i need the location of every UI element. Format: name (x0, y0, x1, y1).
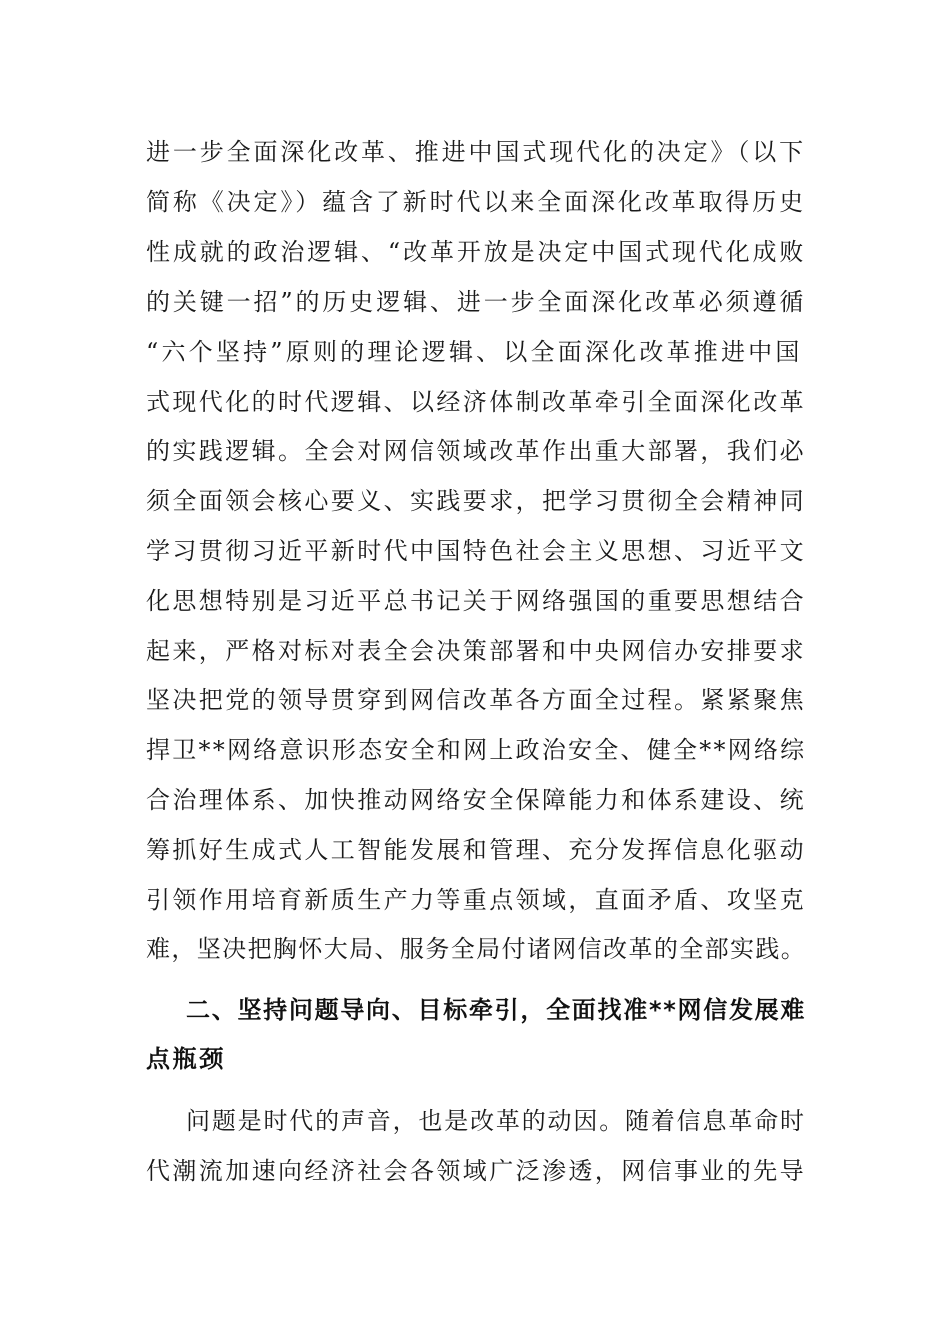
body-text-line: 引领作用培育新质生产力等重点领域，直面矛盾、攻坚克 (146, 886, 806, 914)
body-text-line: 须全面领会核心要义、实践要求，把学习贯彻全会精神同 (146, 487, 806, 515)
body-text-line: 式现代化的时代逻辑、以经济体制改革牵引全面深化改革 (146, 388, 806, 416)
body-text-line: 的关键一招”的历史逻辑、进一步全面深化改革必须遵循 (146, 288, 807, 316)
body-text-line: 合治理体系、加快推动网络安全保障能力和体系建设、统 (146, 786, 806, 814)
body-text-line: 坚决把党的领导贯穿到网信改革各方面全过程。紧紧聚焦 (146, 686, 806, 714)
body-text-line: 难，坚决把胸怀大局、服务全局付诸网信改革的全部实践。 (146, 935, 807, 963)
body-text-line: 化思想特别是习近平总书记关于网络强国的重要思想结合 (146, 587, 806, 615)
body-text-line: 起来，严格对标对表全会决策部署和中央网信办安排要求 (146, 637, 806, 665)
body-text-line: 捍卫**网络意识形态安全和网上政治安全、健全**网络综 (146, 736, 807, 764)
body-text-line: 代潮流加速向经济社会各领域广泛渗透，网信事业的先导 (146, 1157, 806, 1185)
section-heading-line: 点瓶颈 (146, 1045, 226, 1073)
body-text-line: 简称《决定》）蕴含了新时代以来全面深化改革取得历史 (146, 188, 806, 216)
body-text-line: 进一步全面深化改革、推进中国式现代化的决定》（以下 (146, 138, 806, 166)
section-heading-line: 二、坚持问题导向、目标牵引，全面找准**网信发展难 (186, 996, 807, 1024)
body-text-line: “六个坚持”原则的理论逻辑、以全面深化改革推进中国 (146, 338, 803, 366)
body-text-line: 的实践逻辑。全会对网信领域改革作出重大部署，我们必 (146, 437, 806, 465)
body-text-line: 问题是时代的声音，也是改革的动因。随着信息革命时 (186, 1107, 806, 1135)
body-text-line: 学习贯彻习近平新时代中国特色社会主义思想、习近平文 (146, 537, 806, 565)
body-text-line: 筹抓好生成式人工智能发展和管理、充分发挥信息化驱动 (146, 836, 806, 864)
body-text-line: 性成就的政治逻辑、“改革开放是决定中国式现代化成败 (146, 238, 807, 266)
